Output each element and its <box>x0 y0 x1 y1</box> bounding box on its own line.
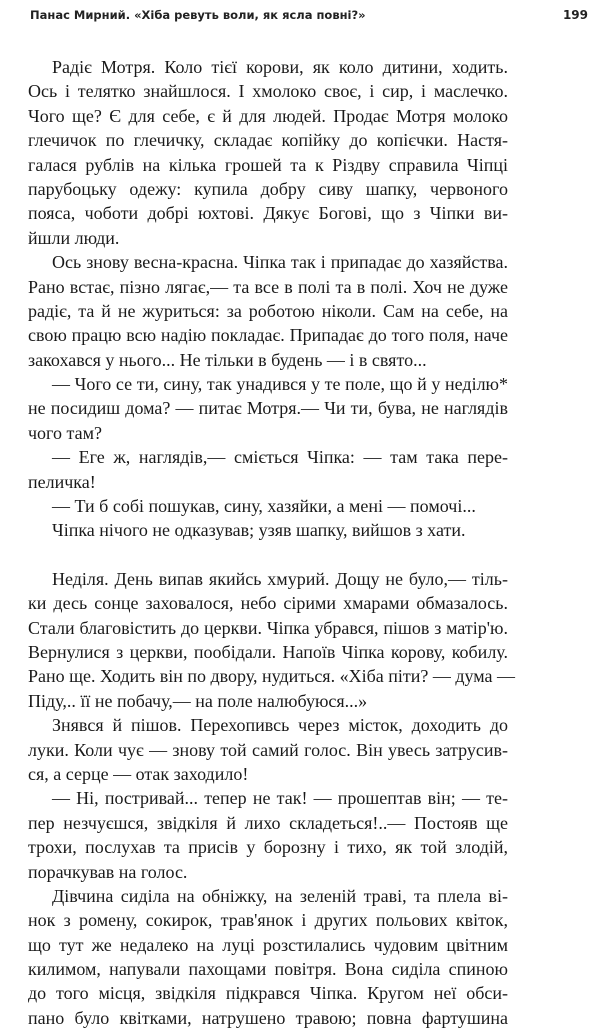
text-line: до того місця, звідкіля підкрався Чіпка. Кругом неї обси- <box>28 983 508 1004</box>
text-line: йшли люди. <box>28 227 120 248</box>
text-line: пер незчуєшся, звідкіля й лихо складеться!..— Постояв ще <box>28 812 508 833</box>
text-line: Чого ще? Є для себе, є й для людей. Продає Мотря молоко <box>28 105 508 126</box>
text-line: Дівчина сиділа на обніжку, на зеленій траві, та плела ві- <box>52 885 508 906</box>
paragraph <box>28 567 516 713</box>
text-line: Рано ще. Ходить він по двору, нудиться. «Хіба піти? — дума — <box>28 666 516 687</box>
text-line: парубоцьку одежу: купила добру сиву шапку, червоного <box>28 178 508 199</box>
running-title: Панас Мирний. «Хіба ревуть воли, як ясла повні?» <box>30 8 366 22</box>
text-line: радіє, та й не журиться: за роботою ніколи. Сам на себе, на <box>28 300 508 321</box>
paragraph <box>28 445 508 494</box>
text-line: галася рублів на кілька грошей та к Різдву справила Чіпці <box>28 154 508 175</box>
text-line: — Чого се ти, сину, так унадився у те поле, що й у неділю* <box>52 374 508 395</box>
text-line: Піду,.. її не побачу,— на поле налюбуюся...» <box>28 690 368 711</box>
paragraph <box>28 494 508 518</box>
text-line: пояса, чоботи добрі юхтові. Дякує Богові, що з Чіпки ви- <box>28 203 508 224</box>
text-line: Рано встає, пізно лягає,— та все в полі та в полі. Хоч не дуже <box>28 276 508 297</box>
paragraph <box>28 518 508 542</box>
text-line: Ось і телятко знайшлося. І хмолоко своє, і сир, і маслечко. <box>28 81 508 102</box>
page-body-text <box>28 55 516 1030</box>
section-break <box>28 543 508 567</box>
text-line: закохався у нього... Не тільки в будень — і в свято... <box>28 349 427 370</box>
text-line: пано було квітками, натрушено травою; повна фартушина <box>28 1007 508 1028</box>
paragraph <box>28 786 508 884</box>
running-header <box>30 8 588 28</box>
text-line: Чіпка нічого не одказував; узяв шапку, вийшов з хати. <box>52 520 466 541</box>
text-line: — Ти б собі пошукав, сину, хазяйки, а мені — помочі... <box>52 496 476 517</box>
text-line: ки десь сонце заховалося, небо сірими хмарами обмазалось. <box>28 593 508 614</box>
text-line: глечичок по глечичку, складає копійку до копієчки. Настя- <box>28 130 508 151</box>
text-line: Радіє Мотря. Коло тієї корови, як коло дитини, ходить. <box>52 57 508 77</box>
text-line: нок з ромену, сокирок, трав'янок і других польових квіток, <box>28 910 508 931</box>
paragraph <box>28 372 508 445</box>
text-line: ся, а серце — отак заходило! <box>28 763 249 784</box>
page-number: 199 <box>562 8 588 22</box>
text-line: — Еге ж, наглядів,— сміється Чіпка: — там така пере- <box>52 447 508 468</box>
text-line: — Ні, постривай... тепер не так! — прошептав він; — те- <box>52 788 508 809</box>
text-line: порачкував на голос. <box>28 861 188 882</box>
paragraph <box>28 713 508 786</box>
text-line: трохи, послухав та присів у борозну і тихо, як той злодій, <box>28 837 508 858</box>
text-line: килимом, напували пахощами повітря. Вона сиділа спиною <box>28 959 508 980</box>
text-line: Ось знову весна-красна. Чіпка так і припадає до хазяйства. <box>52 252 508 273</box>
text-line: свою працю всю надію покладає. Припадає до того поля, наче <box>28 325 508 346</box>
text-line: чого там? <box>28 422 102 443</box>
text-line: луки. Коли чує — знову той самий голос. Він увесь затрусив- <box>28 739 508 760</box>
paragraph <box>28 884 508 1030</box>
paragraph <box>28 55 508 250</box>
paragraph <box>28 250 508 372</box>
text-line: що тут же недалеко на луці розстилались чудовим цвітним <box>28 934 508 955</box>
text-line: Знявся й пішов. Перехопивсь через місток, доходить до <box>52 715 508 736</box>
text-line: не посидиш дома? — питає Мотря.— Чи ти, бува, не наглядів <box>28 398 508 419</box>
text-line: Неділя. День випав якийсь хмурий. Дощу не було,— тіль- <box>52 568 508 589</box>
text-line: пеличка! <box>28 471 96 492</box>
text-line: Вернулися з церкви, пообідали. Напоїв Чіпка корову, кобилу. <box>28 641 508 662</box>
text-line: Стали благовістить до церкви. Чіпка убрався, пішов з матір'ю. <box>28 617 508 638</box>
